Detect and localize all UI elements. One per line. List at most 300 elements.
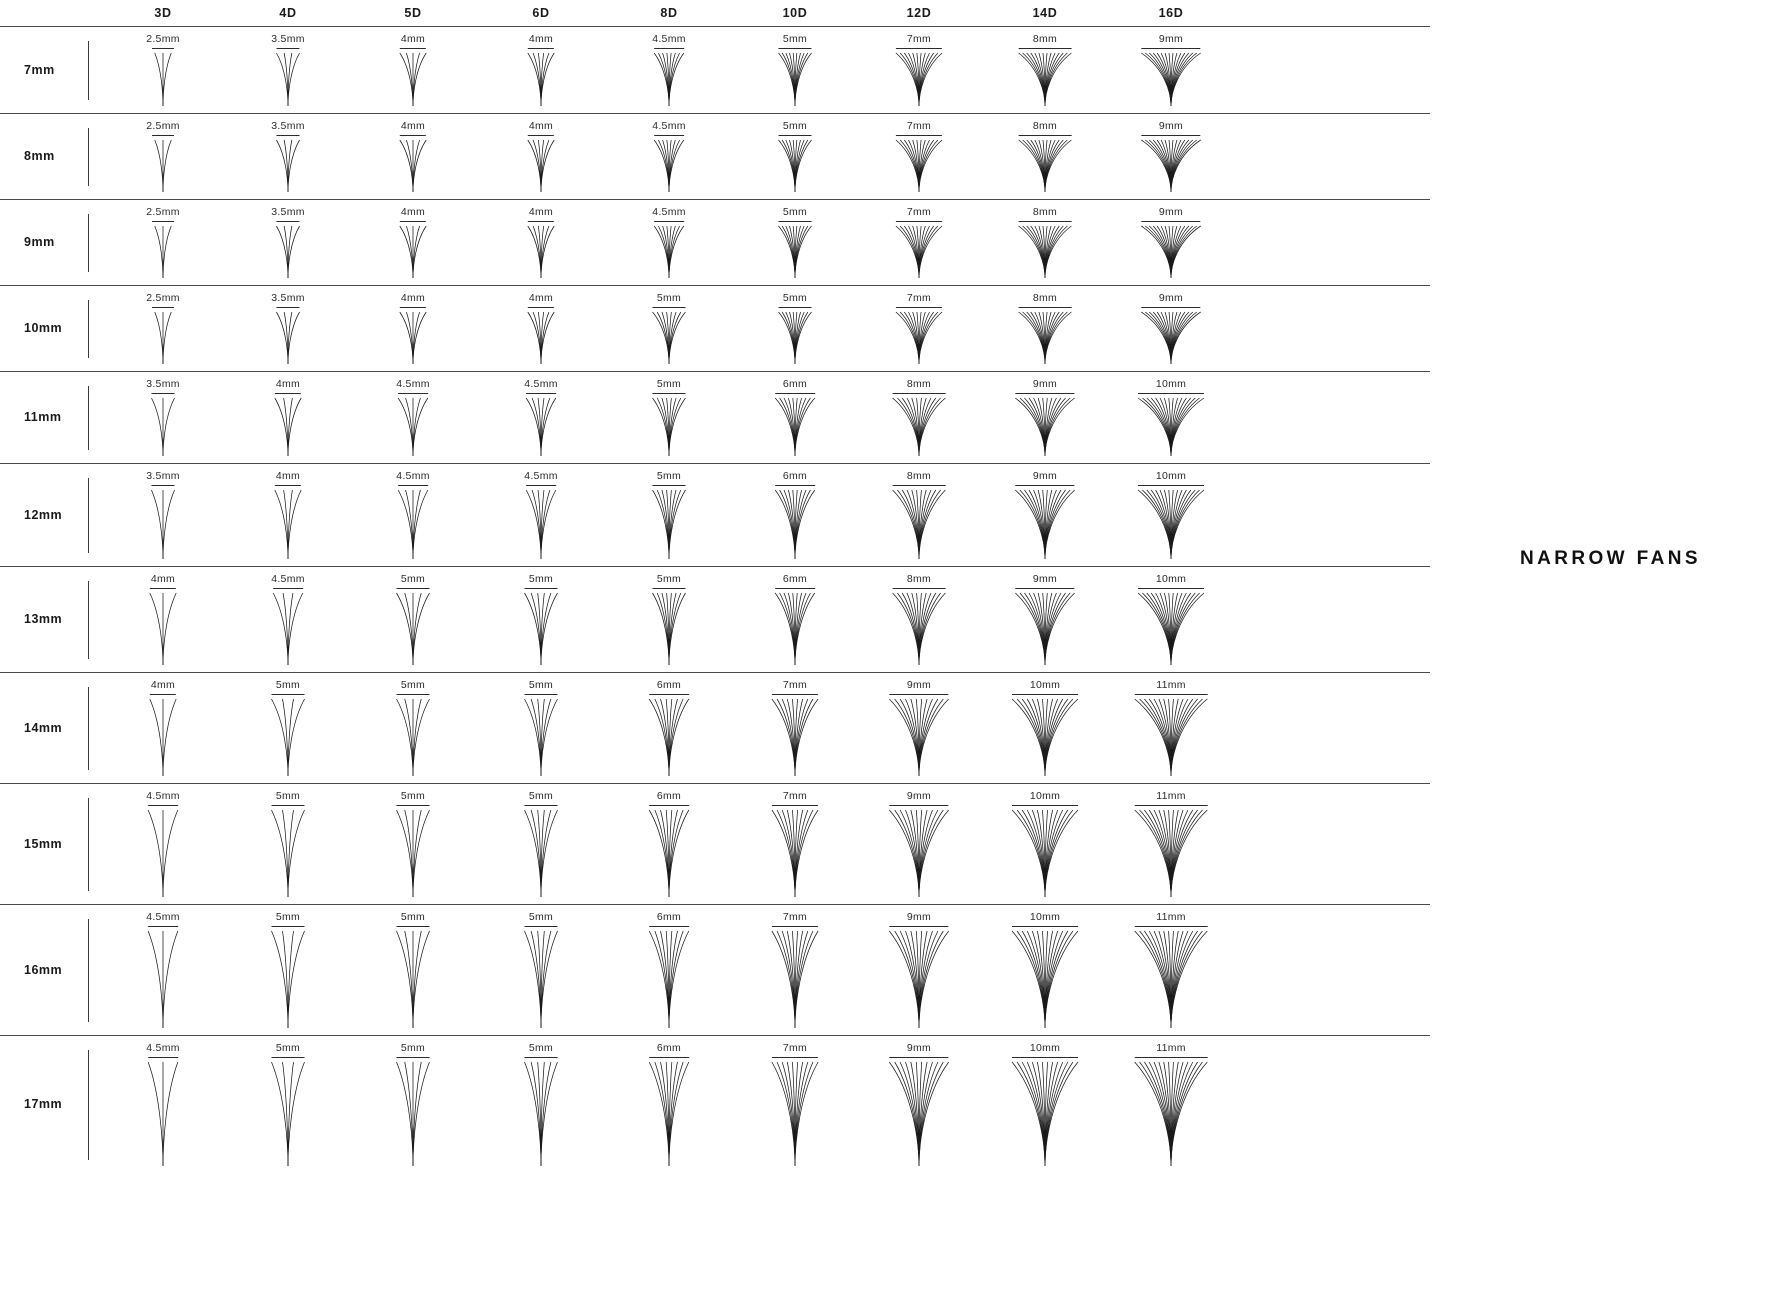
fan-width-label: 4mm [400,120,426,132]
fan-cell [1116,464,1226,566]
fan-diagram [990,308,1100,368]
fan-cell [864,905,974,1035]
fan-width-label: 5mm [528,911,554,923]
fan-width-label: 4.5mm [652,33,686,45]
fan-width-label: 6mm [656,679,682,691]
fan-cell [864,567,974,672]
page-title: NARROW FANS [1520,548,1701,569]
fan-cell [108,1036,218,1173]
fan-diagram [614,222,724,282]
fan-diagram [614,49,724,110]
fan-cell [864,464,974,566]
fan-width-label: 5mm [528,573,554,585]
fan-diagram [233,695,343,780]
fan-diagram [740,308,850,368]
fan-cell [614,27,724,113]
fan-diagram [740,222,850,282]
fan-cell [614,464,724,566]
fan-diagram [864,222,974,282]
row-length-tick [88,41,89,100]
fan-diagram [864,695,974,780]
fan-cell [864,372,974,463]
fan-cell [233,286,343,371]
row-length-tick [88,581,89,659]
fan-cell [614,673,724,783]
fan-cell [614,114,724,199]
fan-cell [358,27,468,113]
fan-width-label: 2.5mm [146,206,180,218]
column-header: 16D [1158,6,1184,20]
row-length-tick [88,128,89,186]
fan-width-label: 9mm [1032,470,1058,482]
fan-diagram [614,394,724,460]
fan-width-label: 10mm [1155,378,1187,390]
fan-diagram [990,927,1100,1032]
fan-diagram [990,806,1100,901]
fan-cell [864,673,974,783]
row-label: 12mm [24,507,63,522]
row-length-tick [88,386,89,450]
fan-diagram [864,486,974,563]
fan-diagram [233,49,343,110]
fan-cell [486,464,596,566]
fan-width-label: 4mm [275,470,301,482]
fan-cell [358,567,468,672]
fan-diagram [740,927,850,1032]
fan-cell [864,114,974,199]
fan-cell [990,673,1100,783]
fan-cell [358,784,468,904]
fan-diagram [990,589,1100,669]
row-label: 7mm [24,62,55,77]
fan-width-label: 5mm [275,1042,301,1054]
fan-diagram [614,136,724,196]
fan-width-label: 9mm [906,911,932,923]
row-label: 16mm [24,962,63,977]
fan-diagram [108,222,218,282]
fan-width-label: 3.5mm [146,378,180,390]
fan-cell [486,784,596,904]
fan-width-label: 5mm [275,911,301,923]
fan-cell [108,114,218,199]
fan-width-label: 4mm [528,33,554,45]
fan-diagram [233,394,343,460]
fan-cell [233,114,343,199]
fan-cell [486,673,596,783]
table-row [0,1035,1430,1173]
fan-cell [233,784,343,904]
fan-diagram [740,806,850,901]
fan-diagram [614,589,724,669]
fan-cell [740,1036,850,1173]
fan-cell [358,464,468,566]
fan-cell [486,567,596,672]
fan-cell [614,784,724,904]
fan-cell [233,27,343,113]
fan-width-label: 3.5mm [271,120,305,132]
fan-diagram [358,695,468,780]
fan-cell [108,567,218,672]
fan-cell [990,27,1100,113]
fan-cell [108,372,218,463]
fan-cell [1116,784,1226,904]
column-header-row [0,0,1430,26]
fan-cell [614,1036,724,1173]
fan-diagram [1116,394,1226,460]
fan-width-label: 4.5mm [652,120,686,132]
table-row [0,285,1430,371]
fan-cell [486,1036,596,1173]
fan-diagram [864,136,974,196]
fan-width-label: 3.5mm [271,33,305,45]
fan-cell [108,200,218,285]
fan-width-label: 4.5mm [396,470,430,482]
fan-cell [358,905,468,1035]
fan-cell [233,200,343,285]
fan-width-label: 6mm [656,1042,682,1054]
fan-cell [108,27,218,113]
fan-diagram [108,49,218,110]
fan-cell [740,567,850,672]
fan-diagram [108,806,218,901]
row-label: 9mm [24,235,55,249]
fan-cell [990,567,1100,672]
fan-width-label: 10mm [1155,470,1187,482]
fan-cell [614,905,724,1035]
fan-diagram [486,486,596,563]
fan-cell [1116,286,1226,371]
fan-width-label: 2.5mm [146,120,180,132]
fan-diagram [108,136,218,196]
fan-width-label: 4.5mm [146,911,180,923]
fan-diagram [1116,49,1226,110]
fan-diagram [990,222,1100,282]
fan-width-label: 8mm [1032,206,1058,218]
fan-diagram [740,695,850,780]
fan-cell [614,372,724,463]
fan-width-label: 4mm [400,292,426,304]
row-length-tick [88,687,89,770]
fan-diagram [108,1058,218,1170]
row-label: 8mm [24,149,55,163]
fan-width-label: 4mm [275,378,301,390]
fan-width-label: 7mm [906,292,932,304]
fan-diagram [358,589,468,669]
fan-cell [1116,1036,1226,1173]
fan-width-label: 5mm [528,790,554,802]
fan-cell [614,567,724,672]
table-row [0,113,1430,199]
fan-width-label: 7mm [906,206,932,218]
fan-width-label: 5mm [656,292,682,304]
fan-diagram [614,806,724,901]
fan-cell [740,372,850,463]
fan-width-label: 5mm [656,470,682,482]
fan-width-label: 4.5mm [271,573,305,585]
fan-cell [990,1036,1100,1173]
fan-diagram [233,486,343,563]
fan-cell [990,464,1100,566]
fan-width-label: 4mm [400,206,426,218]
fan-diagram [486,308,596,368]
fan-cell [864,27,974,113]
fan-width-label: 8mm [1032,33,1058,45]
fan-diagram [108,308,218,368]
fan-cell [233,464,343,566]
fan-width-label: 6mm [782,378,808,390]
fan-cell [740,784,850,904]
row-length-tick [88,478,89,553]
fan-width-label: 8mm [906,470,932,482]
table-row [0,783,1430,904]
fan-width-label: 4mm [150,573,176,585]
fan-cell [358,200,468,285]
fan-cell [486,27,596,113]
fan-diagram [233,222,343,282]
fan-width-label: 4.5mm [146,1042,180,1054]
fan-width-label: 8mm [1032,120,1058,132]
column-header: 4D [279,6,297,20]
fan-diagram [990,49,1100,110]
row-label: 14mm [24,720,63,735]
fan-width-label: 7mm [782,679,808,691]
fan-width-label: 9mm [1032,378,1058,390]
fan-diagram [864,589,974,669]
fan-width-label: 11mm [1156,790,1186,802]
fan-width-label: 8mm [1032,292,1058,304]
fan-diagram [1116,806,1226,901]
fan-width-label: 9mm [906,679,932,691]
fan-cell [990,286,1100,371]
fan-diagram [864,927,974,1032]
fan-cell [740,673,850,783]
fan-diagram [108,695,218,780]
fan-diagram [486,222,596,282]
fan-cell [990,784,1100,904]
fan-diagram [740,49,850,110]
column-header: 10D [782,6,808,20]
fan-cell [233,905,343,1035]
fan-diagram [233,589,343,669]
fan-cell [740,464,850,566]
fan-width-label: 9mm [906,790,932,802]
row-label: 15mm [24,836,63,851]
fan-width-label: 5mm [275,679,301,691]
fan-diagram [486,136,596,196]
fan-width-label: 4.5mm [524,378,558,390]
fan-width-label: 5mm [528,679,554,691]
fan-diagram [486,589,596,669]
fan-diagram [614,927,724,1032]
row-label: 13mm [24,612,63,626]
fan-cell [864,286,974,371]
fan-diagram [864,394,974,460]
fan-diagram [1116,695,1226,780]
fan-diagram [1116,308,1226,368]
fan-width-label: 8mm [906,573,932,585]
fan-width-label: 10mm [1029,679,1061,691]
fan-width-label: 4mm [400,33,426,45]
fan-width-label: 6mm [782,470,808,482]
fan-cell [740,905,850,1035]
fan-diagram [740,136,850,196]
fan-diagram [614,486,724,563]
fan-width-label: 3.5mm [146,470,180,482]
fan-width-label: 11mm [1156,679,1186,691]
fan-diagram [990,695,1100,780]
table-row [0,26,1430,113]
fan-width-label: 5mm [782,206,808,218]
fan-width-label: 5mm [400,790,426,802]
fan-diagram [108,394,218,460]
fan-width-label: 10mm [1029,790,1061,802]
fan-cell [358,673,468,783]
fan-width-label: 4mm [528,206,554,218]
fan-width-label: 4.5mm [146,790,180,802]
fan-cell [108,905,218,1035]
row-length-tick [88,919,89,1022]
fan-cell [233,673,343,783]
fan-diagram [358,222,468,282]
fan-width-label: 4mm [528,120,554,132]
fan-cell [990,200,1100,285]
fan-cell [740,114,850,199]
fan-width-label: 4.5mm [524,470,558,482]
table-row [0,904,1430,1035]
fan-diagram [1116,1058,1226,1170]
fan-width-label: 5mm [782,292,808,304]
fan-width-label: 5mm [400,679,426,691]
fan-width-label: 8mm [906,378,932,390]
column-header: 6D [532,6,550,20]
fan-width-label: 11mm [1156,911,1186,923]
fan-cell [1116,200,1226,285]
fan-cell [108,673,218,783]
fan-cell [358,286,468,371]
fan-diagram [233,927,343,1032]
fan-cell [486,905,596,1035]
fan-cell [358,372,468,463]
column-header: 12D [906,6,932,20]
fan-width-label: 9mm [1032,573,1058,585]
fan-diagram [486,49,596,110]
column-header: 8D [660,6,678,20]
fan-diagram [358,394,468,460]
fan-diagram [233,308,343,368]
fan-diagram [108,927,218,1032]
fan-width-label: 6mm [656,790,682,802]
fan-diagram [358,927,468,1032]
fan-diagram [358,486,468,563]
fan-cell [1116,567,1226,672]
fan-diagram [1116,136,1226,196]
fan-diagram [614,695,724,780]
table-row [0,566,1430,672]
fan-width-label: 7mm [782,1042,808,1054]
chart-rows [0,26,1430,1173]
fan-width-label: 4mm [528,292,554,304]
fan-diagram [740,394,850,460]
fan-width-label: 5mm [275,790,301,802]
fan-cell [1116,673,1226,783]
fan-width-label: 5mm [400,573,426,585]
fan-diagram [1116,486,1226,563]
fan-width-label: 10mm [1029,1042,1061,1054]
fan-width-label: 9mm [1158,206,1184,218]
fan-diagram [740,589,850,669]
fan-cell [990,114,1100,199]
fan-width-label: 6mm [656,911,682,923]
fan-cell [486,372,596,463]
fan-cell [108,286,218,371]
fan-diagram [864,49,974,110]
fan-cell [233,372,343,463]
fan-cell [486,114,596,199]
fan-cell [990,905,1100,1035]
fan-diagram [108,486,218,563]
table-row [0,463,1430,566]
fan-cell [614,286,724,371]
fan-diagram [486,806,596,901]
fan-width-label: 7mm [782,911,808,923]
fan-diagram [864,308,974,368]
fan-diagram [486,394,596,460]
fan-cell [233,567,343,672]
row-label: 11mm [24,410,62,424]
fan-width-label: 10mm [1029,911,1061,923]
fan-diagram [108,589,218,669]
fan-diagram [358,49,468,110]
fan-width-label: 5mm [400,911,426,923]
fan-width-label: 9mm [1158,120,1184,132]
fan-width-label: 4.5mm [396,378,430,390]
fan-cell [486,200,596,285]
fan-width-label: 9mm [1158,33,1184,45]
table-row [0,199,1430,285]
fan-cell [614,200,724,285]
column-header: 5D [404,6,422,20]
fan-diagram [740,486,850,563]
row-length-tick [88,798,89,891]
fan-width-label: 3.5mm [271,206,305,218]
column-header: 3D [154,6,172,20]
fan-width-label: 7mm [906,120,932,132]
fan-cell [990,372,1100,463]
fan-width-label: 9mm [906,1042,932,1054]
fan-width-label: 7mm [782,790,808,802]
fan-width-label: 5mm [400,1042,426,1054]
fan-diagram [864,1058,974,1170]
fan-cell [1116,27,1226,113]
fan-diagram [990,394,1100,460]
row-label: 17mm [24,1097,63,1111]
fan-cell [486,286,596,371]
fan-diagram [233,136,343,196]
fan-cell [740,27,850,113]
fan-diagram [233,806,343,901]
fan-diagram [486,1058,596,1170]
fan-width-label: 5mm [782,120,808,132]
fan-width-label: 7mm [906,33,932,45]
row-label: 10mm [24,321,63,335]
fan-cell [740,200,850,285]
fan-diagram [990,486,1100,563]
fan-width-label: 5mm [528,1042,554,1054]
fan-cell [1116,372,1226,463]
table-row [0,672,1430,783]
row-length-tick [88,1050,89,1160]
row-length-tick [88,214,89,272]
